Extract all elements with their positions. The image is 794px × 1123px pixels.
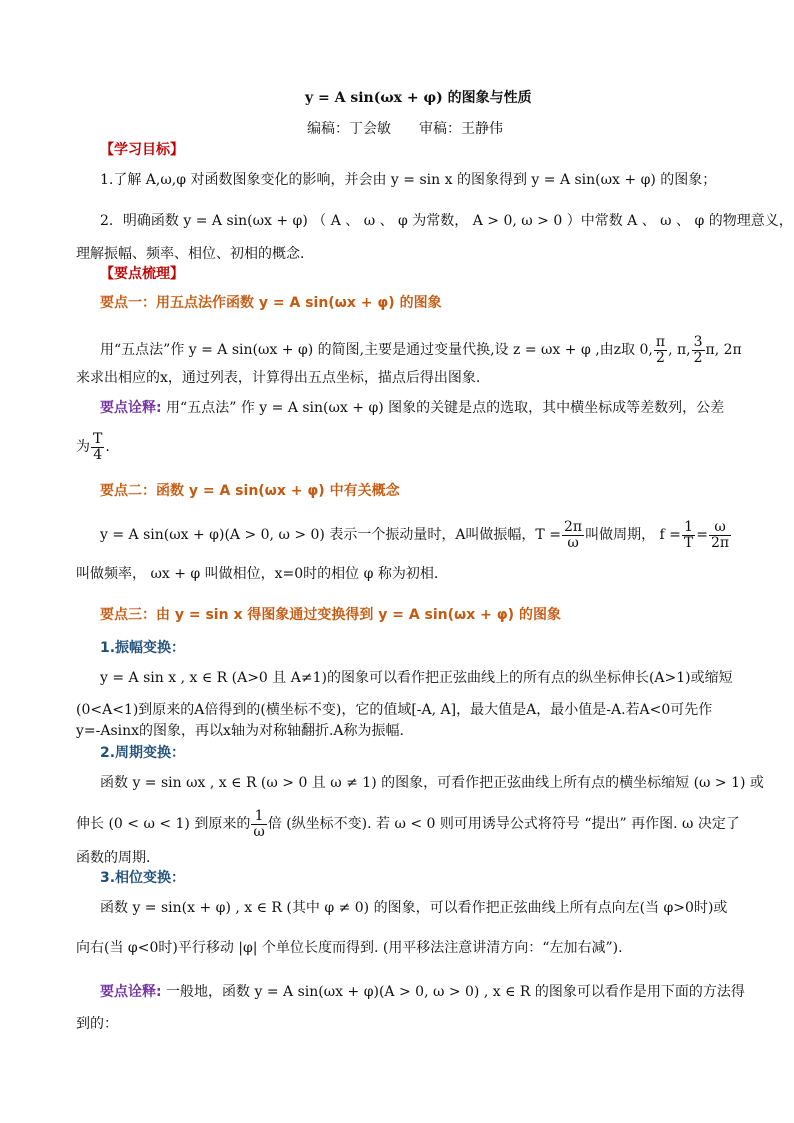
point1-line1: 用“五点法”作 y = A sin(ωx + φ) 的简图,主要是通过变量代换,设 z = ωx + φ ,由z取 0, $\frac{\pi}{2}$ , π, $\frac{3}{2}$ π, 2π: [100, 333, 742, 366]
interp-label-2: 要点诠释:: [100, 984, 162, 1000]
point2-line2: 叫做频率， ωx + φ 叫做相位，x=0时的相位 φ 称为初相.: [76, 566, 439, 582]
period-line3: 函数的周期.: [76, 850, 151, 866]
point2-heading: 要点二：函数 y = A sin(ωx + φ) 中有关概念: [100, 483, 400, 499]
period-line1: 函数 y = sin ωx , x ∈ R (ω > 0 且 ω ≠ 1) 的图象，可看作把正弦曲线上所有点的横坐标缩短 (ω > 1) 或: [100, 775, 764, 791]
point1-interpretation: 要点诠释: 用“五点法” 作 y = A sin(ωx + φ) 图象的关键是点的选取，其中横坐标成等差数列，公差: [100, 400, 725, 416]
point3-interpretation: 要点诠释: 一般地，函数 y = A sin(ωx + φ)(A > 0, ω > 0) , x ∈ R 的图象可以看作是用下面的方法得: [100, 984, 745, 1000]
goals-heading: 【学习目标】: [100, 142, 184, 158]
fraction-pi-over-2: $\frac{\pi}{2}$: [655, 333, 666, 366]
point3-interpretation-cont: 到的：: [76, 1016, 118, 1032]
fraction-1-over-omega: $\frac{1}{\omega}$: [253, 807, 265, 840]
point1-heading: 要点一：用五点法作函数 y = A sin(ωx + φ) 的图象: [100, 295, 442, 311]
amplitude-heading: 1.振幅变换：: [100, 640, 186, 656]
amplitude-line3: y=-Asinx的图象，再以x轴为对称轴翻折.A称为振幅.: [76, 723, 404, 739]
points-heading: 【要点梳理】: [100, 266, 184, 282]
amplitude-line2: (0<A<1)到原来的A倍得到的(横坐标不变)，它的值域[-A, A]，最大值是A，最小值是-A.若A<0可先作: [76, 702, 713, 718]
fraction-3-over-2: $\frac{3}{2}$: [693, 333, 703, 366]
interp-label: 要点诠释:: [100, 400, 162, 416]
author-line: 编稿：丁会敏 审稿：王静伟: [307, 121, 503, 137]
phase-heading: 3.相位变换：: [100, 870, 186, 886]
period-line2: 伸长 (0 < ω < 1) 到原来的 $\frac{1}{\omega}$ 倍 (纵坐标不变). 若 ω < 0 则可用诱导公式将符号 “提出” 再作图. ω 决定了: [76, 807, 740, 840]
phase-line1: 函数 y = sin(x + φ) , x ∈ R (其中 φ ≠ 0) 的图象，可以看作把正弦曲线上所有点向左(当 φ>0时)或: [100, 900, 728, 916]
fraction-omega-over-2pi: $\frac{\omega}{2\pi}$: [710, 518, 730, 551]
goal-item-1: 1.了解 A,ω,φ 对函数图象变化的影响，并会由 y = sin x 的图象得到 y = A sin(ωx + φ) 的图象；: [100, 172, 717, 188]
phase-line2: 向右(当 φ<0时)平行移动 |φ| 个单位长度而得到. (用平移法注意讲清方向：“左加右减”).: [76, 940, 623, 956]
period-heading: 2.周期变换：: [100, 745, 186, 761]
point1-interpretation-cont: 为 $\frac{T}{4}$ .: [76, 430, 110, 463]
goal-item-2-cont: 理解振幅、频率、相位、初相的概念．: [76, 246, 314, 262]
amplitude-line1: y = A sin x , x ∈ R (A>0 且 A≠1)的图象可以看作把正弦曲线上的所有点的纵坐标伸长(A>1)或缩短: [100, 670, 733, 686]
point1-line1-prefix: 用“五点法”作 y = A sin(ωx + φ) 的简图,主要是通过变量代换,设 z = ωx + φ ,由z取 0,: [100, 342, 653, 358]
point3-heading: 要点三：由 y = sin x 得图象通过变换得到 y = A sin(ωx + φ) 的图象: [100, 607, 561, 623]
point2-line1: y = A sin(ωx + φ)(A > 0, ω > 0) 表示一个振动量时，A叫做振幅，T = $\frac{2\pi}{\omega}$ 叫做周期， f = $\frac{1}{T}$ = $\frac{\omega}{2\pi}$: [100, 518, 730, 551]
fraction-t-over-4: $\frac{T}{4}$: [93, 430, 103, 463]
fraction-2pi-over-omega: $\frac{2\pi}{\omega}$: [563, 518, 583, 551]
point1-line2: 来求出相应的x，通过列表，计算得出五点坐标，描点后得出图象.: [76, 370, 481, 386]
goal-item-2: 2．明确函数 y = A sin(ωx + φ) （ A 、 ω 、 φ 为常数， A > 0, ω > 0 ）中常数 A 、 ω 、 φ 的物理意义，: [100, 213, 793, 229]
fraction-1-over-t: $\frac{1}{T}$: [683, 518, 694, 551]
page-title: y = A sin(ωx + φ) 的图象与性质: [305, 90, 532, 106]
